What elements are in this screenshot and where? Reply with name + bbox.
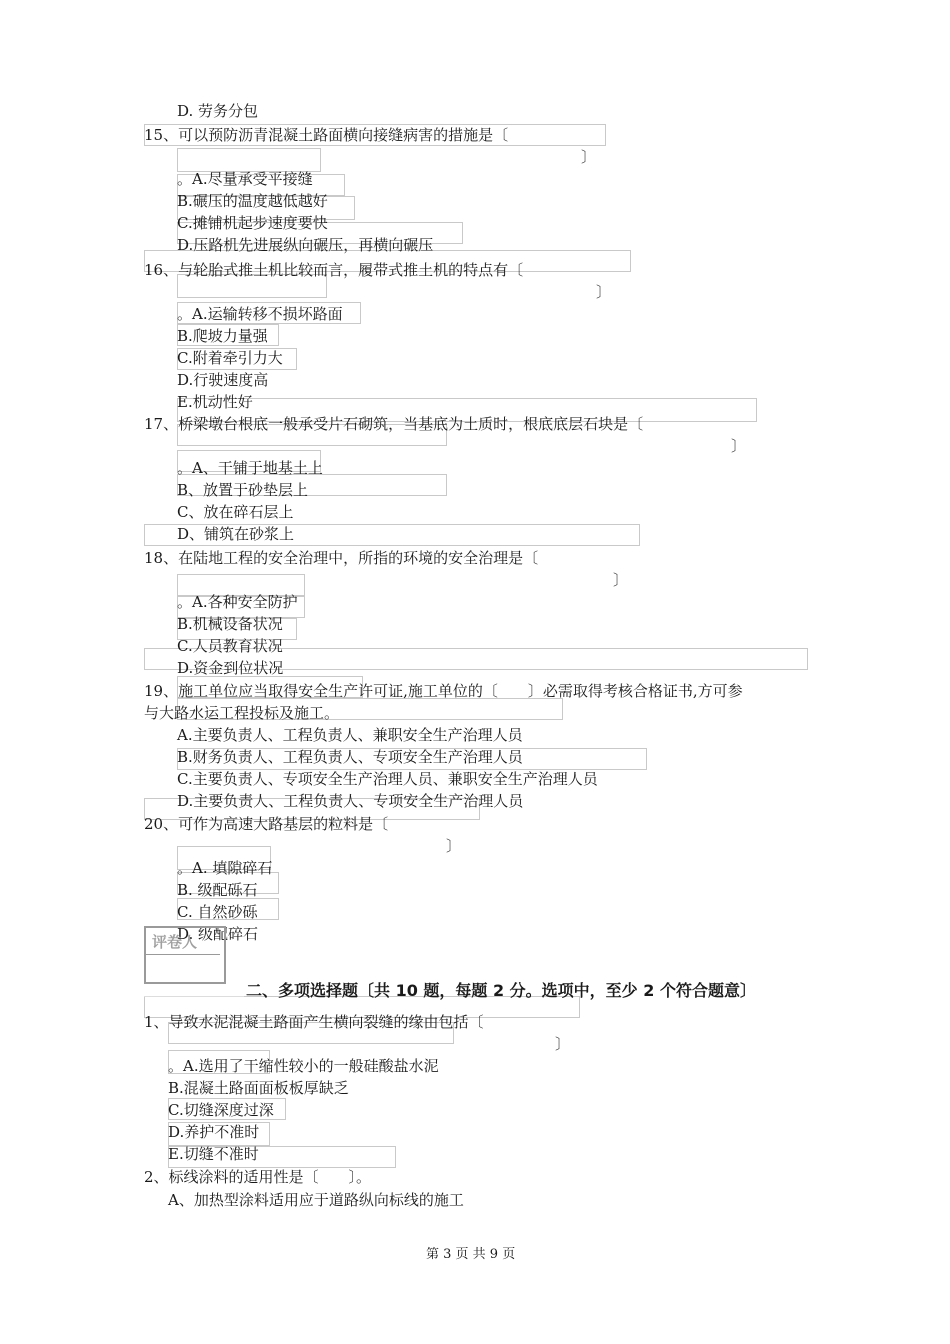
score-box-divider [146, 954, 220, 955]
option-b-q18: B.机械设备状况 [177, 615, 283, 633]
option-b-q15: B.碾压的温度越低越好 [177, 192, 328, 210]
question-18: 18、在陆地工程的安全治理中，所指的环境的安全治理是〔 [144, 549, 539, 567]
option-c-q20: C. 自然砂砾 [177, 903, 258, 921]
option-b-q16: B.爬坡力量强 [177, 327, 268, 345]
option-e-q16: E.机动性好 [177, 393, 253, 411]
option-a-q20: 。A. 填隙碎石 [177, 859, 273, 877]
option-e-m1: E.切缝不准时 [168, 1145, 259, 1163]
close-bracket: 〕 [596, 283, 612, 301]
close-bracket: 〕 [581, 148, 597, 166]
divider-line [144, 996, 244, 997]
option-d-q19: D.主要负责人、工程负责人、专项安全生产治理人员 [177, 792, 524, 810]
question-19-continued: 与大路水运工程投标及施工。 [144, 704, 340, 722]
question-15: 15、可以预防沥青混凝土路面横向接缝病害的措施是〔 [144, 126, 509, 144]
score-box-label: 评卷人 [152, 933, 198, 951]
option-b-q17: B、放置于砂垫层上 [177, 481, 309, 499]
multi-question-1: 1、导致水泥混凝土路面产生横向裂缝的缘由包括〔 [144, 1013, 484, 1031]
close-bracket: 〕 [731, 437, 747, 455]
close-bracket: 〕 [613, 571, 629, 589]
section-2-title: 二、多项选择题〔共 10 题，每题 2 分。选项中，至少 2 个符合题意〕 [246, 981, 756, 1000]
option-b-q20: B. 级配砾石 [177, 881, 258, 899]
option-c-q17: C、放在碎石层上 [177, 503, 294, 521]
option-c-q19: C.主要负责人、专项安全生产治理人员、兼职安全生产治理人员 [177, 770, 598, 788]
option-d-q17: D、铺筑在砂浆上 [177, 525, 295, 543]
question-20: 20、可作为高速大路基层的粒料是〔 [144, 815, 389, 833]
page-footer: 第 3 页 共 9 页 [426, 1247, 516, 1262]
close-bracket: 〕 [446, 837, 462, 855]
question-19: 19、施工单位应当取得安全生产许可证,施工单位的〔 〕必需取得考核合格证书,方可参 [144, 682, 743, 700]
option-a-m1: 。A.选用了干缩性较小的一般硅酸盐水泥 [168, 1057, 439, 1075]
multi-question-2: 2、标线涂料的适用性是〔 〕。 [144, 1168, 372, 1186]
option-a-q15: 。A.尽量承受平接缝 [177, 170, 313, 188]
option-a-q17: 。A、干铺于地基土上 [177, 459, 323, 477]
question-17: 17、桥梁墩台根底一般承受片石砌筑，当基底为土质时，根底底层石块是〔 [144, 415, 644, 433]
option-d-q14: D. 劳务分包 [177, 102, 259, 120]
option-c-m1: C.切缝深度过深 [168, 1101, 274, 1119]
option-d-q16: D.行驶速度高 [177, 371, 269, 389]
question-16: 16、与轮胎式推土机比较而言，履带式推土机的特点有〔 [144, 261, 524, 279]
option-c-q15: C.摊铺机起步速度要快 [177, 214, 328, 232]
option-a-q19: A.主要负责人、工程负责人、兼职安全生产治理人员 [177, 726, 523, 744]
option-d-q20: D. 级配碎石 [177, 925, 259, 943]
option-d-q18: D.资金到位状况 [177, 659, 284, 677]
option-a-q18: 。A.各种安全防护 [177, 593, 298, 611]
option-b-q19: B.财务负责人、工程负责人、专项安全生产治理人员 [177, 748, 523, 766]
option-a-m2: A、加热型涂料适用应于道路纵向标线的施工 [168, 1191, 464, 1209]
option-b-m1: B.混凝土路面面板板厚缺乏 [168, 1079, 349, 1097]
close-bracket: 〕 [555, 1035, 571, 1053]
option-c-q16: C.附着牵引力大 [177, 349, 283, 367]
option-a-q16: 。A.运输转移不损坏路面 [177, 305, 343, 323]
option-c-q18: C.人员教育状况 [177, 637, 283, 655]
option-d-m1: D.养护不准时 [168, 1123, 260, 1141]
option-d-q15: D.压路机先进展纵向碾压，再横向碾压 [177, 236, 434, 254]
